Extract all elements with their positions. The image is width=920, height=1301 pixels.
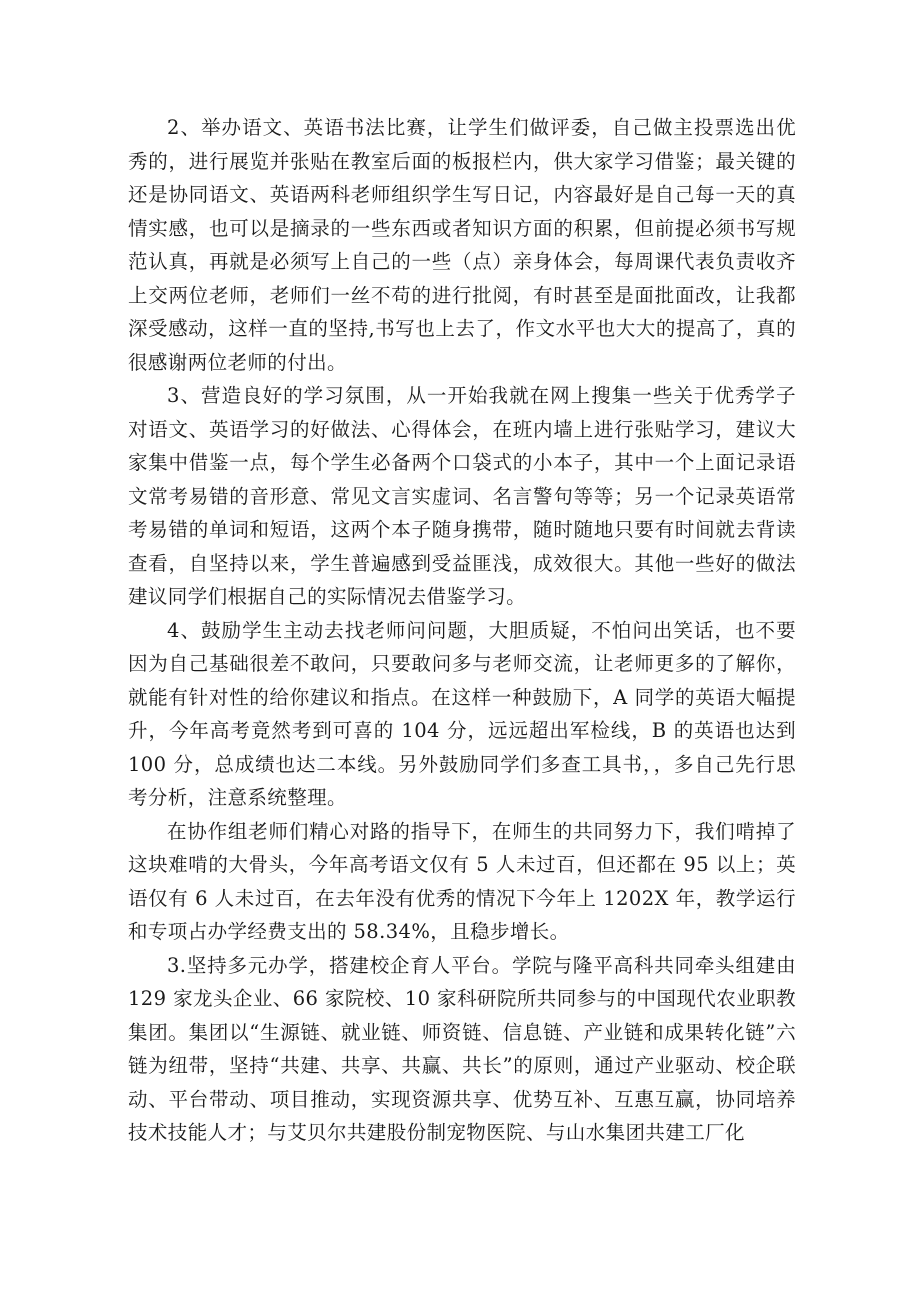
paragraph-study-atmosphere: 3、营造良好的学习氛围，从一开始我就在网上搜集一些关于优秀学子对语文、英语学习的好做法、心得体会，在班内墙上进行张贴学习，建议大家集中借鉴一点，每个学生必备两个口袋式的小本子，其中一个上面记录语文常考易错的音形意、常见文言实虚词、名言警句等等；另一个记录英语常考易错的单词和短语，这两个本子随身携带，随时随地只要有时间就去背读查看，自坚持以来，学生普遍感到受益匪浅，成效很大。其他一些好的做法建议同学们根据自己的实际情况去借鉴学习。 [128, 384, 796, 608]
paragraph-exam-results: 在协作组老师们精心对路的指导下，在师生的共同努力下，我们啃掉了这块难啃的大骨头，今年高考语文仅有 5 人未过百，但还都在 95 以上；英语仅有 6 人未过百，在去年没有优秀的情况下今年上 1202X 年，教学运行和专项占办学经费支出的 58.34%，且稳步增长。 [128, 819, 796, 943]
paragraph-diversified-schooling: 3.坚持多元办学，搭建校企育人平台。学院与隆平高科共同牵头组建由 129 家龙头企业、66 家院校、10 家科研院所共同参与的中国现代农业职教集团。集团以“生源链、就业链、师资链、信息链、产业链和成果转化链”六链为纽带，坚持“共建、共享、共赢、共长”的原则，通过产业驱动、校企联动、平台带动、项目推动，实现资源共享、优势互补、互惠互赢，协同培养技术技能人才；与艾贝尔共建股份制宠物医院、与山水集团共建工厂化 [128, 953, 796, 1144]
paragraph-calligraphy-diary: 2、举办语文、英语书法比赛，让学生们做评委，自己做主投票选出优秀的，进行展览并张贴在教室后面的板报栏内，供大家学习借鉴；最关键的还是协同语文、英语两科老师组织学生写日记，内容最好是自己每一天的真情实感，也可以是摘录的一些东西或者知识方面的积累，但前提必须书写规范认真，再就是必须写上自己的一些（点）亲身体会，每周课代表负责收齐上交两位老师，老师们一丝不苟的进行批阅，有时甚至是面批面改，让我都深受感动，这样一直的坚持,书写也上去了，作文水平也大大的提高了，真的很感谢两位老师的付出。 [128, 116, 796, 374]
document-body [128, 111, 796, 1150]
paragraph-ask-teachers: 4、鼓励学生主动去找老师问问题，大胆质疑，不怕问出笑话，也不要因为自己基础很差不敢问，只要敢问多与老师交流，让老师更多的了解你，就能有针对性的给你建议和指点。在这样一种鼓励下，A 同学的英语大幅提升，今年高考竟然考到可喜的 104 分，远远超出军检线，B 的英语也达到 100 分，总成绩也达二本线。另外鼓励同学们多查工具书，，多自己先行思考分析，注意系统整理。 [128, 618, 796, 809]
